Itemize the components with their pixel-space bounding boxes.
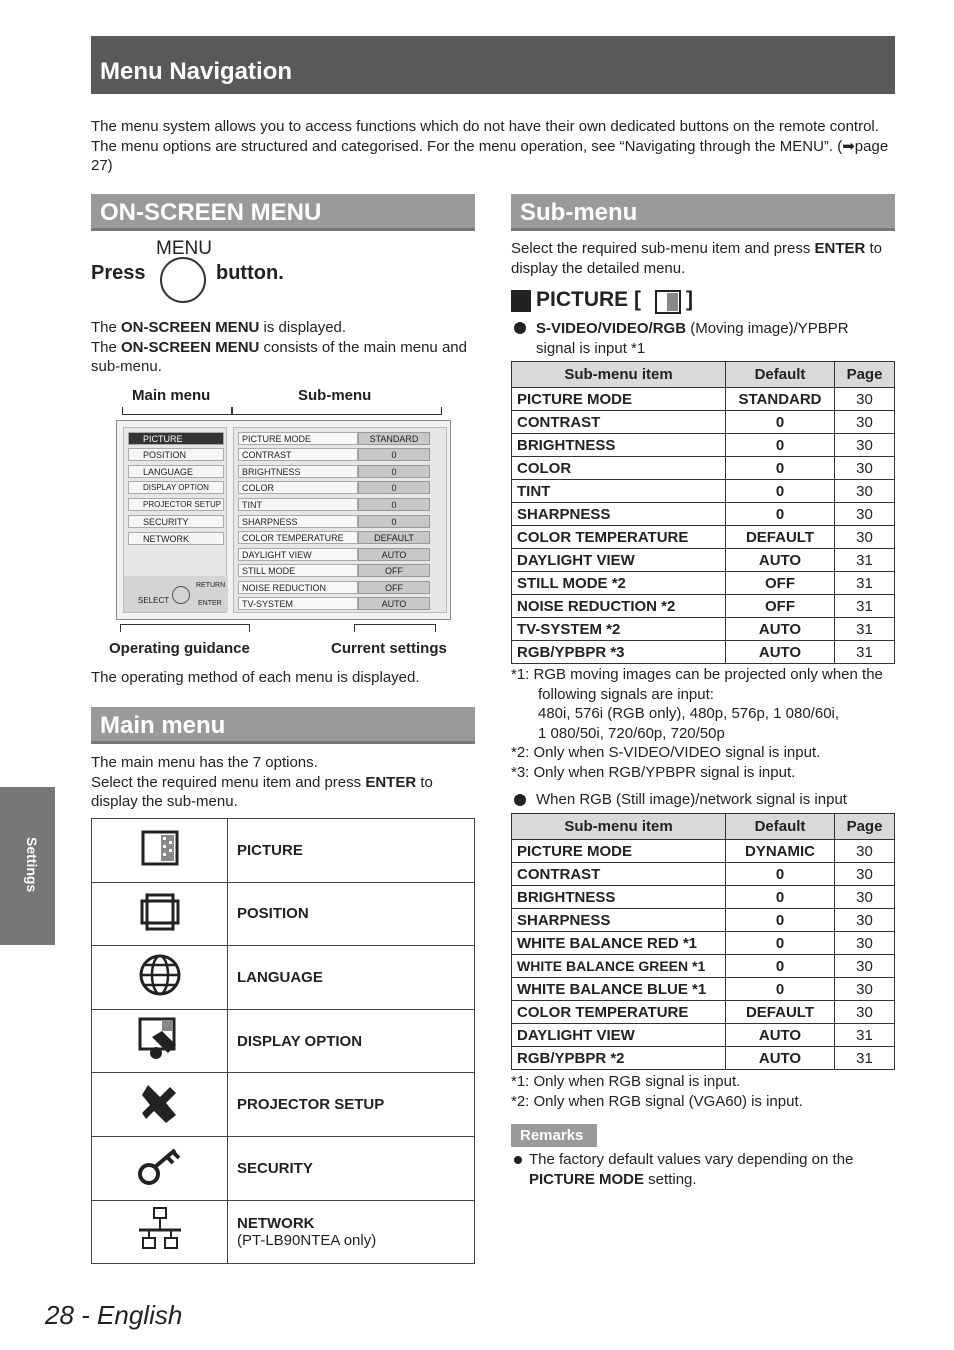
table-row: COLOR TEMPERATURE DEFAULT 30 (512, 526, 895, 549)
menu-item-label: PROJECTOR SETUP (228, 1073, 475, 1137)
col-header-item: Sub-menu item (512, 362, 726, 388)
section-marker (511, 290, 531, 312)
osd-main-item: NETWORK (128, 532, 224, 545)
page-footer: 28 - English (45, 1300, 183, 1330)
intro-text: The menu system allows you to access functions which do not have their own dedicated buttons on the remote control. The menu options are structured and categorised. For the menu operation, see “Navigating through the MENU”. (➡page 27) (91, 118, 889, 174)
table-row: SHARPNESS 0 30 (512, 909, 895, 932)
picture-icon (655, 290, 681, 314)
label-sub-menu: Sub-menu (298, 387, 372, 404)
osd-sub-item: COLOR (238, 481, 358, 494)
col-header-page: Page (835, 814, 895, 840)
osd-guidance (124, 576, 228, 612)
table-row: DAYLIGHT VIEW AUTO 31 (512, 1024, 895, 1047)
menu-button-icon (160, 257, 206, 303)
table-row: WHITE BALANCE BLUE *1 0 30 (512, 978, 895, 1001)
main-menu-row (92, 1136, 475, 1200)
table-row: DAYLIGHT VIEW AUTO 31 (512, 549, 895, 572)
picture-icon (141, 830, 179, 866)
onscreen-caption: The operating method of each menu is displayed. (91, 669, 420, 686)
table-row: COLOR 0 30 (512, 457, 895, 480)
table-row: PICTURE MODE DYNAMIC 30 (512, 840, 895, 863)
sub-menu-table-moving (511, 361, 895, 664)
osd-main-item: PICTURE (128, 432, 224, 445)
osd-sub-item: TINT (238, 498, 358, 511)
projector-setup-icon (140, 1081, 180, 1125)
osd-sub-value: OFF (358, 564, 430, 577)
osd-sub-item: DAYLIGHT VIEW (238, 548, 358, 561)
table-row: WHITE BALANCE GREEN *1 0 30 (512, 955, 895, 978)
osd-main-item: DISPLAY OPTION (128, 481, 224, 494)
osd-main-item: PROJECTOR SETUP (128, 498, 224, 511)
table-row: PICTURE MODE STANDARD 30 (512, 388, 895, 411)
osd-sub-item: PICTURE MODE (238, 432, 358, 445)
osd-return-label: RETURN (196, 582, 226, 589)
osd-sub-value: 0 (358, 498, 430, 511)
table-row: WHITE BALANCE RED *1 0 30 (512, 932, 895, 955)
main-menu-row (92, 946, 475, 1010)
table-row: NOISE REDUCTION *2 OFF 31 (512, 595, 895, 618)
table-row: STILL MODE *2 OFF 31 (512, 572, 895, 595)
bullet-moving-image: S-VIDEO/VIDEO/RGB (Moving image)/YPBPR signal is input *1 (536, 320, 849, 357)
col-header-default: Default (726, 814, 835, 840)
osd-sub-item: SHARPNESS (238, 515, 358, 528)
press-text: Press (91, 262, 146, 284)
main-menu-row (92, 819, 475, 883)
bracket-sub (232, 407, 442, 415)
sub-menu-table-still (511, 813, 895, 1070)
osd-sub-value: AUTO (358, 597, 430, 610)
osd-enter-label: ENTER (198, 600, 222, 607)
table-row: RGB/YPBPR *2 AUTO 31 (512, 1047, 895, 1070)
menu-item-label: POSITION (228, 882, 475, 946)
osd-sub-value: 0 (358, 465, 430, 478)
menu-item-label: SECURITY (228, 1136, 475, 1200)
main-menu-heading: Main menu (91, 707, 475, 744)
osd-sub-value: 0 (358, 515, 430, 528)
onscreen-menu-heading: ON-SCREEN MENU (91, 194, 475, 231)
label-current-settings: Current settings (331, 640, 447, 657)
osd-sub-value: 0 (358, 448, 430, 461)
notes-still: *1: Only when RGB signal is input. *2: Only when RGB signal (VGA60) is input. (511, 1073, 803, 1110)
bullet-icon (514, 322, 526, 334)
position-icon (139, 892, 181, 932)
osd-sub-value: DEFAULT (358, 531, 430, 544)
label-operating-guidance: Operating guidance (109, 640, 250, 657)
table-row: BRIGHTNESS 0 30 (512, 886, 895, 909)
table-row: SHARPNESS 0 30 (512, 503, 895, 526)
osd-main-item: POSITION (128, 448, 224, 461)
table-row: TV-SYSTEM *2 AUTO 31 (512, 618, 895, 641)
label-main-menu: Main menu (132, 387, 211, 404)
table-row: CONTRAST 0 30 (512, 863, 895, 886)
sub-menu-heading: Sub-menu (511, 194, 895, 231)
table-row: TINT 0 30 (512, 480, 895, 503)
remarks-badge: Remarks (511, 1124, 597, 1147)
osd-sub-item: NOISE REDUCTION (238, 581, 358, 594)
osd-sub-value: OFF (358, 581, 430, 594)
col-header-default: Default (726, 362, 835, 388)
bullet-still-image: When RGB (Still image)/network signal is input (536, 791, 847, 808)
main-menu-row (92, 1200, 475, 1264)
osd-sub-menu (233, 427, 447, 613)
bullet-icon (514, 1156, 522, 1164)
osd-main-item: SECURITY (128, 515, 224, 528)
osd-sub-value: 0 (358, 481, 430, 494)
osd-sub-item: CONTRAST (238, 448, 358, 461)
main-menu-row (92, 1009, 475, 1073)
picture-section-title: PICTURE [ (536, 288, 641, 311)
table-row: BRIGHTNESS 0 30 (512, 434, 895, 457)
osd-main-item: LANGUAGE (128, 465, 224, 478)
osd-screenshot (116, 420, 451, 620)
menu-button-label: MENU (156, 238, 212, 259)
bracket-guidance (120, 624, 250, 632)
menu-item-label: LANGUAGE (228, 946, 475, 1010)
page-title: Menu Navigation (91, 36, 895, 94)
osd-sub-value: STANDARD (358, 432, 430, 445)
osd-sub-item: COLOR TEMPERATURE (238, 531, 358, 544)
onscreen-description: The ON-SCREEN MENU is displayed. The ON-SCREEN MENU consists of the main menu and sub-menu. (91, 319, 467, 375)
remarks-text: The factory default values vary depending on the PICTURE MODE setting. (529, 1151, 854, 1188)
col-header-item: Sub-menu item (512, 814, 726, 840)
osd-dpad-icon (172, 586, 190, 604)
menu-item-note: (PT-LB90NTEA only) (237, 1231, 377, 1249)
security-icon (137, 1146, 183, 1186)
menu-item-label: PICTURE (228, 819, 475, 883)
language-icon (138, 953, 182, 997)
osd-sub-item: STILL MODE (238, 564, 358, 577)
table-row: RGB/YPBPR *3 AUTO 31 (512, 641, 895, 664)
display-option-icon (138, 1017, 182, 1061)
osd-sub-item: BRIGHTNESS (238, 465, 358, 478)
menu-item-label: DISPLAY OPTION (228, 1009, 475, 1073)
main-menu-row (92, 1073, 475, 1137)
table-row: COLOR TEMPERATURE DEFAULT 30 (512, 1001, 895, 1024)
menu-item-label: NETWORK (237, 1214, 315, 1232)
main-menu-description: The main menu has the 7 options. Select the required menu item and press ENTER to display the sub-menu. (91, 754, 433, 810)
sub-menu-description: Select the required sub-menu item and press ENTER to display the detailed menu. (511, 240, 883, 277)
osd-sub-value: AUTO (358, 548, 430, 561)
settings-side-tab: Settings (0, 787, 55, 945)
network-icon (135, 1206, 185, 1254)
main-menu-table (91, 818, 475, 1264)
main-menu-row (92, 882, 475, 946)
bracket-current (354, 624, 436, 632)
picture-section-title-end: ] (686, 288, 693, 311)
col-header-page: Page (835, 362, 895, 388)
bullet-icon (514, 794, 526, 806)
osd-sub-item: TV-SYSTEM (238, 597, 358, 610)
osd-main-menu (123, 427, 227, 613)
osd-select-label: SELECT (138, 596, 170, 605)
bracket-main (122, 407, 232, 415)
button-text: button. (216, 262, 284, 284)
notes-moving: *1: RGB moving images can be projected only when the following signals are input: 480i, 576i (RGB only), 480p, 576p, 1 080/60i, 1 080/50i, 720/60p, 720/50p *2: Only when S-VIDEO/VIDEO signal is input. *3: Only when RGB/YPBPR signal is input. (511, 666, 883, 781)
table-row: CONTRAST 0 30 (512, 411, 895, 434)
